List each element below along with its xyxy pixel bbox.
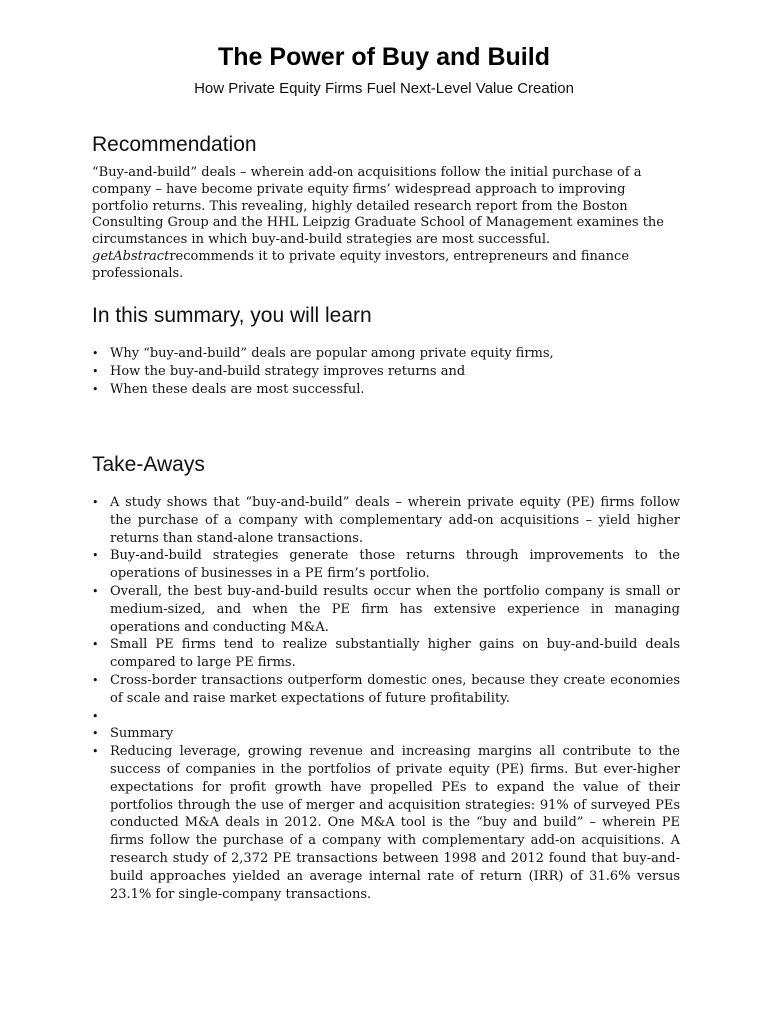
bullet-icon: • xyxy=(92,382,99,396)
bullet-icon: • xyxy=(92,347,99,360)
bullet-icon: • xyxy=(92,727,99,741)
list-item-text: Small PE firms tend to realize substantially higher gains on buy-and-build deals compared to large PE firms. xyxy=(110,637,680,671)
bullet-icon: • xyxy=(92,673,99,687)
recommendation-paragraph xyxy=(92,165,682,283)
learn-heading: In this summary, you will learn xyxy=(92,304,372,327)
bullet-icon: • xyxy=(92,638,99,652)
list-item xyxy=(92,725,680,743)
bullet-icon: • xyxy=(92,584,99,598)
bullet-icon: • xyxy=(92,709,99,723)
brand-name: getAbstract xyxy=(92,248,170,264)
list-item-text: Buy-and-build strategies generate those returns through improvements to the operations of businesses in a PE firm’s portfolio. xyxy=(110,548,680,582)
recommendation-text-end: recommends it to private equity investors, entrepreneurs and finance professionals. xyxy=(92,248,630,281)
list-item xyxy=(92,494,680,547)
list-item-text: When these deals are most successful. xyxy=(110,381,365,397)
summary-label: Summary xyxy=(110,726,174,742)
bullet-icon: • xyxy=(92,549,99,563)
document-title: The Power of Buy and Build xyxy=(218,43,550,71)
takeaways-list xyxy=(92,494,680,903)
list-item-text: Overall, the best buy-and-build results occur when the portfolio company is small or medium-sized, and when the PE firm has extensive experience in managing operations and conducting M&A. xyxy=(110,583,680,635)
list-item-text: Cross-border transactions outperform domestic ones, because they create economies of scale and raise market expectations of future profitability. xyxy=(110,672,680,706)
bullet-icon: • xyxy=(92,364,99,378)
recommendation-heading: Recommendation xyxy=(92,133,257,156)
recommendation-text: “Buy-and-build” deals – wherein add-on acquisitions follow the initial purchase of a company – have become private equity firms’ widespread approach to improving portfolio returns. This revealing, highly detailed research report from the Boston Consulting Group and the HHL Leipzig Graduate School of Management examines the circumstances in which buy-and-build strategies are most successful. xyxy=(92,165,664,248)
list-item xyxy=(92,636,680,672)
summary-paragraph: Reducing leverage, growing revenue and increasing margins all contribute to the success of companies in the portfolios of private equity (PE) firms. But ever-higher expectations for profit growth have propelled PEs to expand the value of their portfolios through the use of merger and acquisition strategies: 91% of surveyed PEs conducted M&A deals in 2012. One M&A tool is the “buy and build” – wherein PE firms follow the purchase of a company with complementary add-on acquisitions. A research study of 2,372 PE transactions between 1998 and 2012 found that buy-and-build approaches yielded an average internal rate of return (IRR) of 31.6% versus 23.1% for single-company transactions. xyxy=(110,744,680,902)
list-item xyxy=(92,363,680,381)
list-item xyxy=(92,583,680,636)
list-item-text: Why “buy-and-build” deals are popular among private equity firms, xyxy=(110,346,554,361)
list-item-text: How the buy-and-build strategy improves returns and xyxy=(110,363,466,379)
list-item xyxy=(92,381,680,399)
list-item xyxy=(92,672,680,708)
document-subtitle: How Private Equity Firms Fuel Next-Level Value Creation xyxy=(194,80,574,97)
list-item xyxy=(92,708,680,726)
bullet-icon: • xyxy=(92,496,99,509)
list-item-text: A study shows that “buy-and-build” deals – wherein private equity (PE) firms follow the purchase of a company with complementary add-on acquisitions – yield higher returns than stand-alone transactions. xyxy=(110,495,680,546)
learn-list xyxy=(92,345,680,398)
list-item xyxy=(92,345,680,363)
list-item xyxy=(92,547,680,583)
list-item xyxy=(92,743,680,903)
takeaways-heading: Take-Aways xyxy=(92,453,205,476)
bullet-icon: • xyxy=(92,745,99,759)
